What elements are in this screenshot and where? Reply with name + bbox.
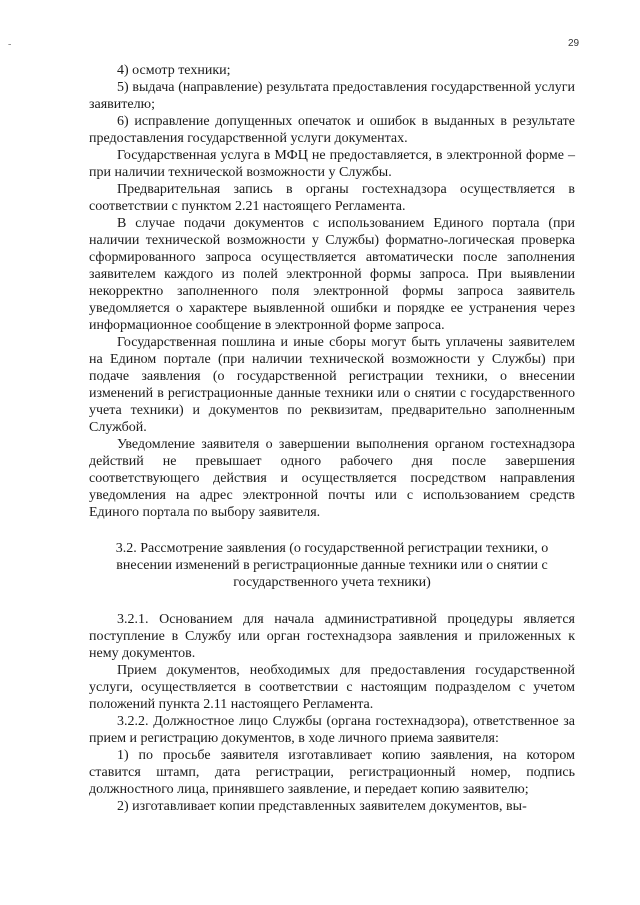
paragraph: 1) по просьбе заявителя изготавливает копию заявления, на котором ставится штамп, дата регистрации, регистрационный номер, подпись должностного лица, принявшего заявление, и передает копию заявителю; <box>89 748 575 797</box>
paragraph: 5) выдача (направление) результата предоставления государственной услуги заявителю; <box>89 80 575 112</box>
paragraph: Предварительная запись в органы гостехнадзора осуществляется в соответствии с пунктом 2.21 настоящего Регламента. <box>89 182 575 214</box>
paragraph: Государственная услуга в МФЦ не предоставляется, в электронной форме – при наличии технической возможности у Службы. <box>89 148 575 180</box>
paragraph: 4) осмотр техники; <box>117 63 231 78</box>
page-number: 29 <box>568 38 580 49</box>
paragraph: В случае подачи документов с использованием Единого портала (при наличии технической возможности у Службы) форматно-логическая проверка сформированного запроса осуществляется автоматически после заполнения заявителем каждого из полей электронной формы запроса. При выявлении некорректно заполненного поля электронной формы запроса заявитель уведомляется о характере выявленной ошибки и порядке ее устранения через информационное сообщение в электронной форме запроса. <box>89 216 575 333</box>
section-heading: 3.2. Рассмотрение заявления (о государственной регистрации техники, о внесении изменений в регистрационные данные техники или о снятии с государственного учета техники) <box>115 541 549 590</box>
paragraph: 3.2.1. Основанием для начала административной процедуры является поступление в Службу или орган гостехнадзора заявления и приложенных к нему документов. <box>89 612 575 661</box>
paragraph: 3.2.2. Должностное лицо Службы (органа гостехнадзора), ответственное за прием и регистрацию документов, в ходе личного приема заявителя: <box>89 714 575 746</box>
paragraph: Уведомление заявителя о завершении выполнения органом гостехнадзора действий не превышает одного рабочего дня после завершения соответствующего действия и осуществляется посредством направления уведомления на адрес электронной почты или с использованием средств Единого портала по выбору заявителя. <box>89 437 575 520</box>
paragraph: 6) исправление допущенных опечаток и ошибок в выданных в результате предоставления государственной услуги документах. <box>89 114 575 146</box>
margin-mark: ‐ <box>8 39 12 50</box>
document-body <box>89 62 575 815</box>
paragraph: Прием документов, необходимых для предоставления государственной услуги, осуществляется в соответствии с настоящим подразделом с учетом положений пункта 2.11 настоящего Регламента. <box>89 663 575 712</box>
paragraph: 2) изготавливает копии представленных заявителем документов, вы- <box>117 799 527 814</box>
paragraph: Государственная пошлина и иные сборы могут быть уплачены заявителем на Едином портале (при наличии технической возможности у Службы) при подаче заявления (о государственной регистрации техники, о внесении изменений в регистрационные данные техники или о снятии с государственного учета техники) и документов по реквизитам, предварительно заполненным Службой. <box>89 335 575 435</box>
